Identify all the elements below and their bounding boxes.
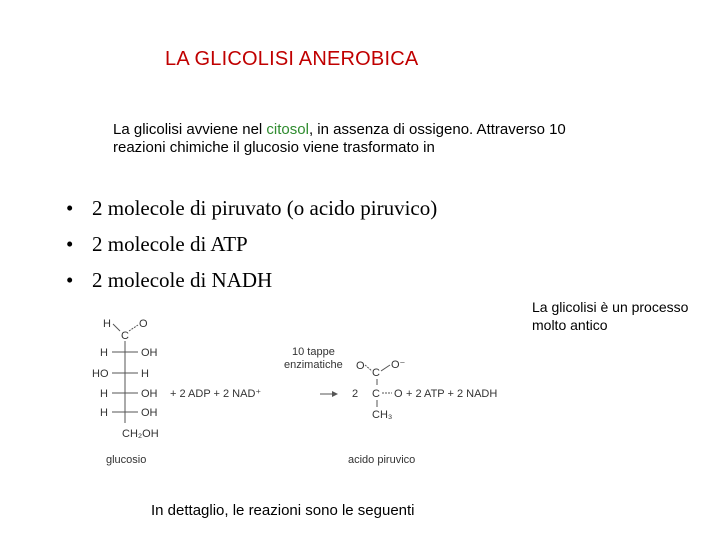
glucose-label: glucosio bbox=[106, 454, 147, 466]
glucose-c1: C bbox=[121, 330, 129, 342]
glucose-row2-right: H bbox=[141, 368, 149, 380]
pyruvate-o-minus: O⁻ bbox=[391, 359, 406, 371]
pyruvate-c-carboxyl: C bbox=[372, 367, 380, 379]
arrow-label-line1: 10 tappe bbox=[292, 346, 335, 358]
glucose-row3-right: OH bbox=[141, 388, 158, 400]
list-item bbox=[66, 190, 437, 226]
pyruvate-c-keto: C bbox=[372, 388, 380, 400]
reaction-arrow-icon bbox=[320, 391, 338, 397]
glycolysis-reaction-diagram bbox=[80, 305, 540, 480]
pyruvate-o-left: O bbox=[356, 360, 365, 372]
glucose-aldehyde-o: O bbox=[139, 318, 148, 330]
pyruvate-label: acido piruvico bbox=[348, 454, 416, 466]
intro-highlight-citosol: citosol bbox=[266, 121, 309, 138]
glucose-row1-left: H bbox=[100, 347, 108, 359]
bullet-icon: • bbox=[66, 196, 74, 220]
slide-title: LA GLICOLISI ANEROBICA bbox=[165, 48, 419, 70]
glucose-structure bbox=[92, 318, 159, 466]
side-note: La glicolisi è un processo molto antico bbox=[532, 299, 689, 333]
reactants-text: + 2 ADP + 2 NAD⁺ bbox=[170, 388, 262, 400]
footer-text: In dettaglio, le reazioni sono le seguenti bbox=[151, 502, 415, 519]
glucose-row3-left: H bbox=[100, 388, 108, 400]
pyruvate-o-keto: O bbox=[394, 388, 403, 400]
list-item-text: 2 molecole di ATP bbox=[92, 232, 248, 256]
pyruvate-methyl: CH₃ bbox=[372, 409, 393, 421]
bullet-icon: • bbox=[66, 268, 74, 292]
glucose-ch2oh: CH₂OH bbox=[122, 428, 159, 440]
glucose-row4-right: OH bbox=[141, 407, 158, 419]
glucose-h-top: H bbox=[103, 318, 111, 330]
intro-paragraph bbox=[113, 121, 583, 157]
list-item bbox=[66, 226, 437, 262]
pyruvate-coefficient: 2 bbox=[352, 388, 359, 400]
list-item-text: 2 molecole di NADH bbox=[92, 268, 273, 292]
glucose-row4-left: H bbox=[100, 407, 108, 419]
products-list bbox=[66, 190, 437, 298]
intro-text-part1: La glicolisi avviene nel bbox=[113, 121, 267, 138]
arrow-label-line2: enzimatiche bbox=[284, 359, 343, 371]
bullet-icon: • bbox=[66, 232, 74, 256]
glucose-row1-right: OH bbox=[141, 347, 158, 359]
products-text: + 2 ATP + 2 NADH bbox=[406, 388, 498, 400]
intro-text-part2: , in assenza di ossigeno. Attraverso 10 reazioni chimiche il glucosio viene trasformato in bbox=[113, 121, 566, 156]
list-item bbox=[66, 262, 437, 298]
glucose-row2-left: HO bbox=[92, 368, 109, 380]
list-item-text: 2 molecole di piruvato (o acido piruvico) bbox=[92, 196, 438, 220]
pyruvate-structure bbox=[348, 359, 415, 466]
